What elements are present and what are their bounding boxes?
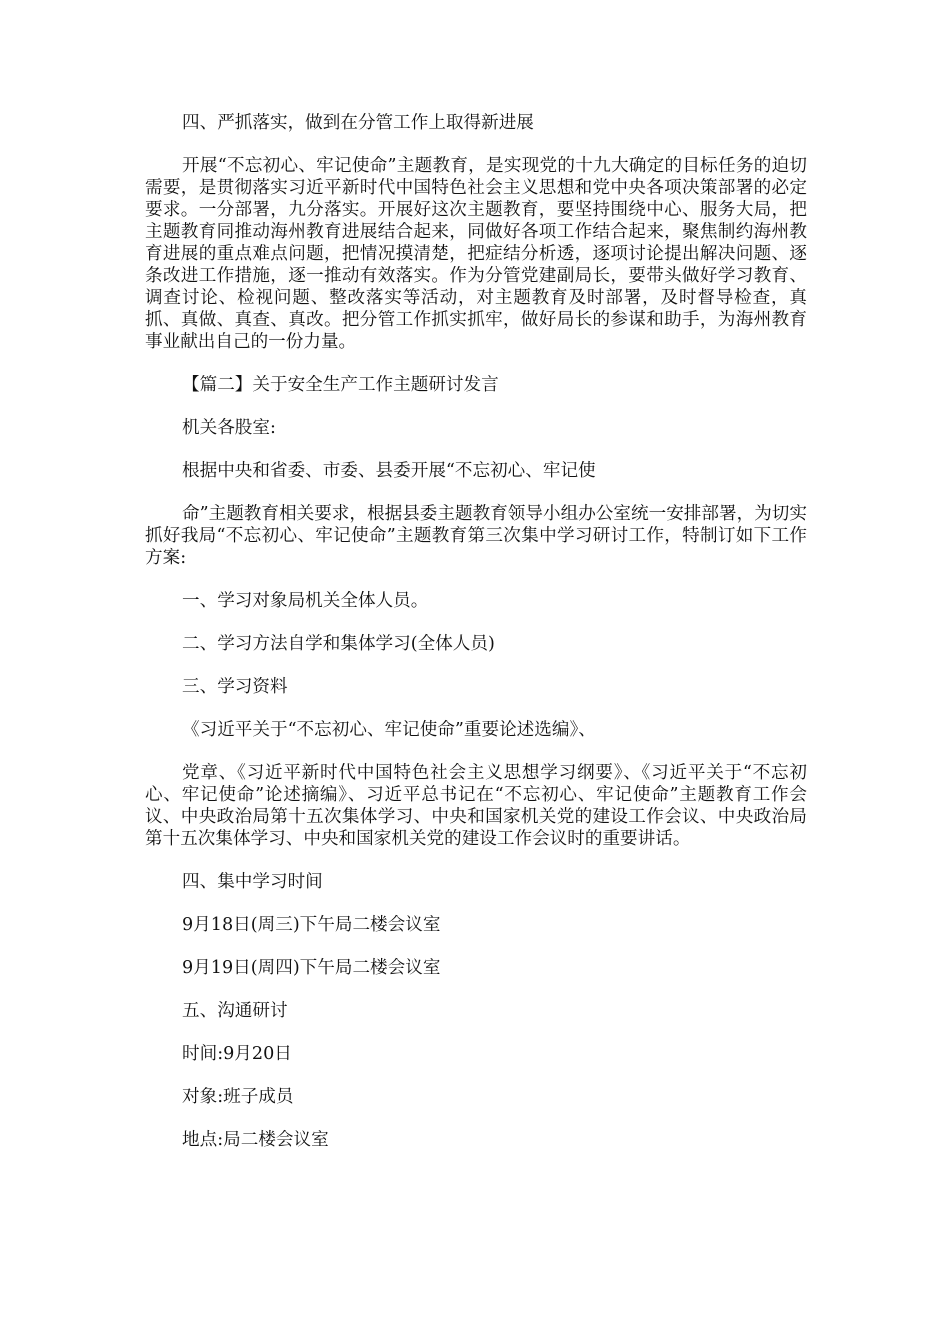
schedule-sep-18: 9月18日(周三)下午局二楼会议室 xyxy=(182,915,441,935)
body-paragraph-implementation: 开展“不忘初心、牢记使命”主题教育，是实现党的十九大确定的目标任务的迫切需要，是贯彻落实习近平新时代中国特色社会主义思想和党中央各项决策部署的必定要求。一分部署，九分落实。开展好这次主题教育，要坚持围绕中心、服务大局，把主题教育同推动海州教育进展结合起来，同做好各项工作结合起来，聚焦制约海州教育进展的重点难点问题，把情况摸清楚，把症结分析透，逐项讨论提出解决问题、逐条改进工作措施，逐一推动有效落实。作为分管党建副局长，要带头做好学习教育、调查讨论、检视问题、整改落实等活动，对主题教育及时部署，及时督导检查，真抓、真做、真查、真改。把分管工作抓实抓牢，做好局长的参谋和助手，为海州教育事业献出自己的一份力量。 xyxy=(145,156,807,352)
discussion-location: 地点:局二楼会议室 xyxy=(182,1130,329,1150)
item-study-method: 二、学习方法自学和集体学习(全体人员) xyxy=(182,634,495,654)
body-paragraph-basis-start: 根据中央和省委、市委、县委开展“不忘初心、牢记使 xyxy=(182,461,596,481)
body-paragraph-basis-cont: 命”主题教育相关要求，根据县委主题教育领导小组办公室统一安排部署，为切实抓好我局“不忘初心、牢记使命”主题教育第三次集中学习研讨工作，特制订如下工作方案: xyxy=(145,504,807,568)
item-study-time: 四、集中学习时间 xyxy=(182,872,323,892)
material-line-1: 《习近平关于“不忘初心、牢记使命”重要论述选编》、 xyxy=(182,720,596,740)
section-heading-4: 四、严抓落实，做到在分管工作上取得新进展 xyxy=(182,113,534,133)
schedule-sep-19: 9月19日(周四)下午局二楼会议室 xyxy=(182,958,441,978)
discussion-time: 时间:9月20日 xyxy=(182,1044,292,1064)
item-study-materials: 三、学习资料 xyxy=(182,677,288,697)
item-study-target: 一、学习对象局机关全体人员。 xyxy=(182,591,429,611)
discussion-participants: 对象:班子成员 xyxy=(182,1087,294,1107)
item-discussion: 五、沟通研讨 xyxy=(182,1001,288,1021)
salutation: 机关各股室: xyxy=(182,418,276,438)
article-title-part2: 【篇二】关于安全生产工作主题研讨发言 xyxy=(182,375,499,395)
document-body xyxy=(145,112,807,1151)
material-line-2: 党章、《习近平新时代中国特色社会主义思想学习纲要》、《习近平关于“不忘初心、牢记使命”论述摘编》、习近平总书记在“不忘初心、牢记使命”主题教育工作会议、中央政治局第十五次集体学习、中央和国家机关党的建设工作会议、中央政治局第十五次集体学习、中央和国家机关党的建设工作会议时的重要讲话。 xyxy=(145,763,807,849)
